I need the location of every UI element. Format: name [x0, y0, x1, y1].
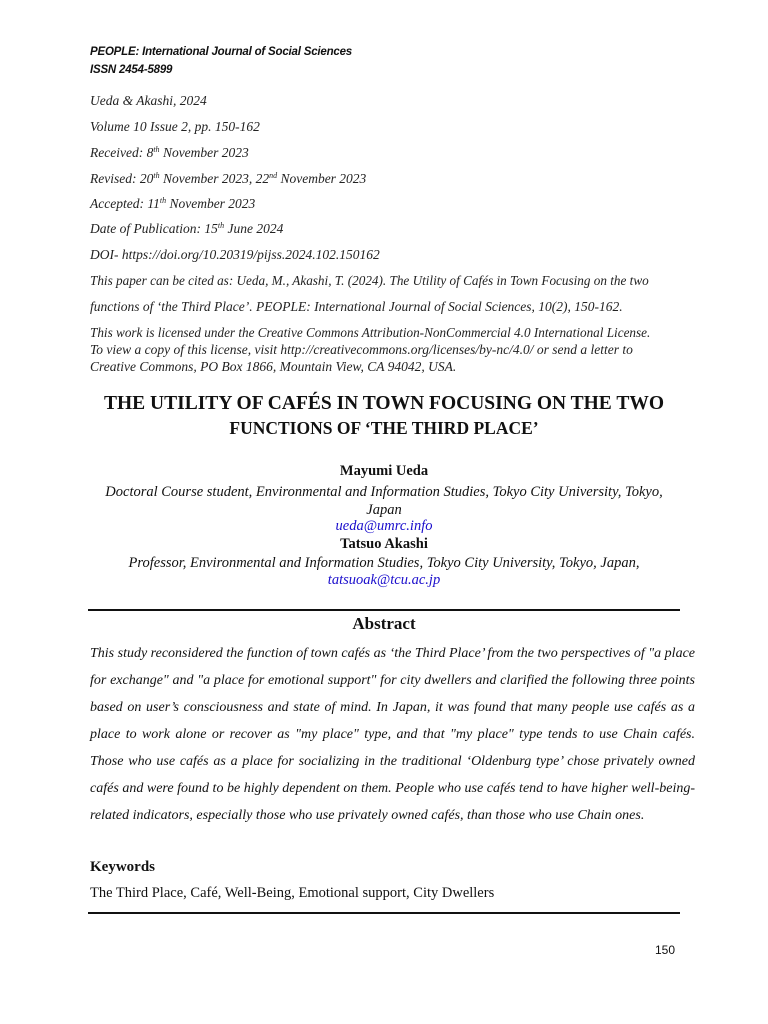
doi-link[interactable]: DOI- https://doi.org/10.20319/pijss.2024.102.150162: [90, 247, 380, 262]
author-name: Mayumi Ueda: [339, 463, 429, 479]
license-line-1: This work is licensed under the Creative Commons Attribution-NonCommercial 4.0 International License.: [90, 325, 651, 340]
page-number: 150: [655, 943, 676, 957]
license-line-2[interactable]: To view a copy of this license, visit http://creativecommons.org/licenses/by-nc/4.0/ or send a letter to: [90, 342, 633, 357]
authors-year: Ueda & Akashi, 2024: [90, 93, 207, 108]
paper-title-line-1: THE UTILITY OF CAFÉS IN TOWN FOCUSING ON THE TWO: [103, 393, 665, 414]
divider-bottom: [88, 912, 680, 914]
divider-top: [88, 609, 680, 611]
abstract-heading: Abstract: [352, 614, 416, 633]
license-line-3: Creative Commons, PO Box 1866, Mountain View, CA 94042, USA.: [90, 359, 457, 374]
keywords-text: The Third Place, Café, Well-Being, Emotional support, City Dwellers: [90, 885, 495, 901]
author-email[interactable]: tatsuoak@tcu.ac.jp: [327, 572, 441, 588]
author-email[interactable]: ueda@umrc.info: [335, 518, 433, 534]
received-date: Received: 8th November 2023: [90, 145, 249, 160]
author-name: Tatsuo Akashi: [340, 536, 428, 552]
publication-date: Date of Publication: 15th June 2024: [90, 221, 284, 236]
revised-date: Revised: 20th November 2023, 22nd November 2023: [90, 171, 367, 186]
citation-line-1: This paper can be cited as: Ueda, M., Akashi, T. (2024). The Utility of Cafés in Town Focusing on the two: [90, 273, 649, 288]
author-affiliation: Professor, Environmental and Information Studies, Tokyo City University, Tokyo, Japan,: [128, 555, 640, 571]
journal-name: PEOPLE: International Journal of Social Sciences: [90, 46, 352, 58]
journal-issn: ISSN 2454-5899: [90, 64, 173, 76]
paper-title-line-2: FUNCTIONS OF ‘THE THIRD PLACE’: [229, 418, 539, 438]
accepted-date: Accepted: 11th November 2023: [90, 196, 256, 211]
author-affiliation: Doctoral Course student, Environmental and Information Studies, Tokyo City University, Tokyo, Japan: [105, 484, 663, 518]
volume-info: Volume 10 Issue 2, pp. 150-162: [90, 119, 260, 134]
citation-line-2: functions of ‘the Third Place’. PEOPLE: International Journal of Social Sciences, 10(2), 150-162.: [90, 299, 623, 314]
abstract-text: This study reconsidered the function of town cafés as ‘the Third Place’ from the two perspectives of "a place for exchange" and "a place for emotional support" for city dwellers and clarified the following three points based on user’s consciousness and state of mind. In Japan, it was found that many people use cafés as a place to work alone or recover as "my place" type, and that "my place" type tends to use Chain cafés. Those who use cafés as a place for socializing in the traditional ‘Oldenburg type’ chose privately owned cafés and were found to be highly dependent on them. People who use cafés tend to have higher well-being-related indicators, especially those who use privately owned cafés, than those who use Chain ones.: [90, 646, 695, 823]
keywords-heading: Keywords: [90, 859, 155, 875]
